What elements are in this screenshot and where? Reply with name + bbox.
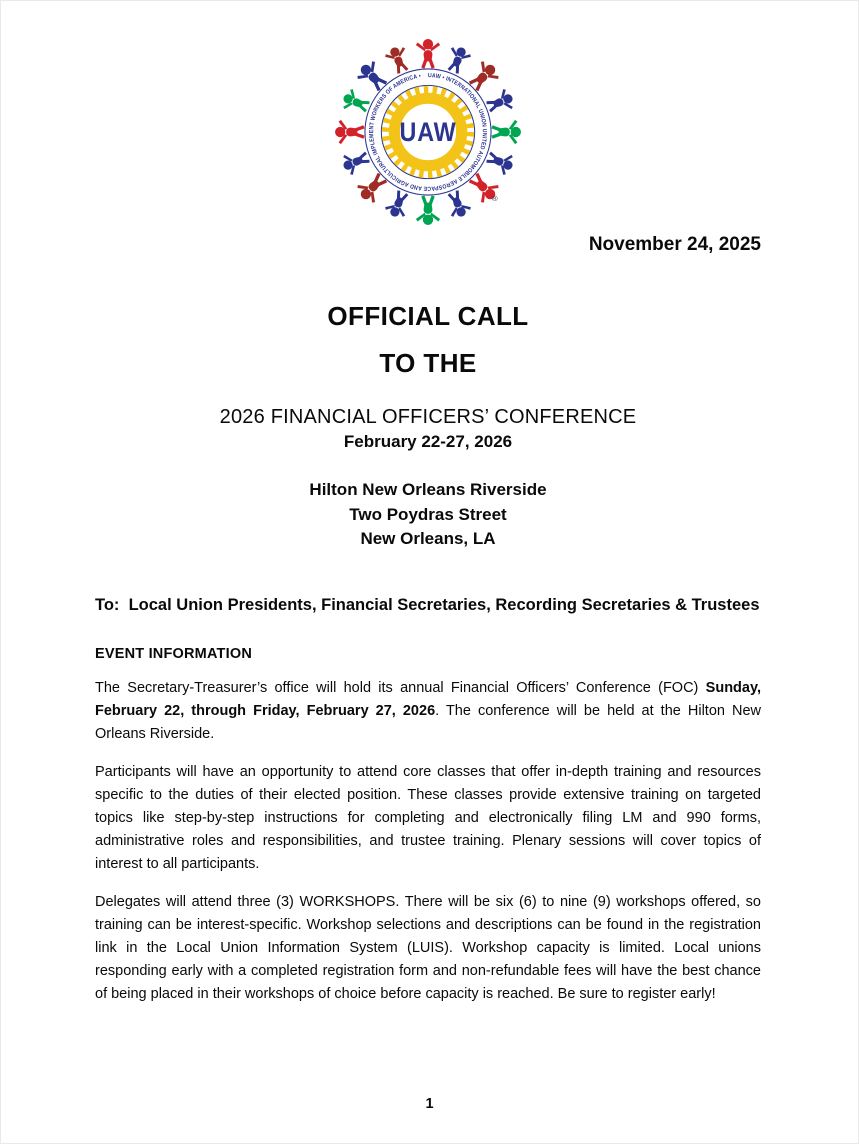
logo-person-figure	[383, 44, 413, 77]
paragraph-core-classes: Participants will have an opportunity to attend core classes that offer in-depth training and resources specific to the duties of their elected position. These classes provide extensive training on targeted topics like step-by-step instructions for completing and electronically filing LM and 990 forms, administrative roles and responsibilities, and trustee training. Plenary sessions will cover topics of interest to all participants.	[95, 763, 761, 872]
uaw-logo	[333, 37, 523, 227]
conference-dates: February 22-27, 2026	[343, 432, 513, 451]
logo-person-figure	[491, 120, 521, 144]
title-official-call: OFFICIAL CALL	[327, 301, 529, 331]
logo-uaw-text: UAW	[399, 117, 457, 148]
logo-person-figure	[484, 87, 517, 117]
logo-person-figure	[340, 87, 373, 117]
logo-person-figure	[416, 39, 440, 69]
logo-person-figure	[443, 44, 473, 77]
paragraph-text: The Secretary-Treasurer’s office will hold its annual Financial Officers’ Conference (FOC)	[95, 679, 706, 696]
paragraph-bold-dates: Sunday, February 22, through Friday, February 27, 2026	[95, 679, 761, 719]
logo-person-figure	[383, 188, 413, 221]
venue-city: New Orleans, LA	[360, 529, 496, 548]
registered-trademark-icon: ®	[491, 194, 498, 204]
paragraph-text: . The conference will be held at the Hilton New Orleans Riverside.	[95, 702, 761, 742]
document-date: November 24, 2025	[588, 234, 761, 255]
event-information-heading: EVENT INFORMATION	[95, 645, 252, 662]
logo-person-figure	[340, 147, 373, 177]
logo-person-figure	[335, 120, 365, 144]
logo-container	[95, 0, 761, 227]
paragraph-workshops: Delegates will attend three (3) WORKSHOPS. There will be six (6) to nine (9) workshops offered, so training can be interest-specific. Workshop selections and descriptions can be found in the registration link in the Local Union Information System (LUIS). Workshop capacity is limited. Local unions responding early with a completed registration form and non-refundable fees will have the best chance of being placed in their workshops of choice before capacity is reached. Be sure to register early!	[95, 893, 761, 1002]
logo-person-figure	[443, 188, 473, 221]
logo-ring-text: UAW • INTERNATIONAL UNION UNITED AUTOMOBILE AEROSPACE AND AGRICULTURAL IMPLEMENT WORKERS OF AMERICA •	[369, 73, 487, 191]
title-to-the: TO THE	[379, 348, 477, 378]
venue-street: Two Poydras Street	[349, 504, 507, 524]
conference-title: 2026 FINANCIAL OFFICERS’ CONFERENCE	[219, 406, 637, 428]
recipients-line: To: Local Union Presidents, Financial Secretaries, Recording Secretaries & Trustees	[95, 595, 760, 614]
venue-name: Hilton New Orleans Riverside	[309, 480, 547, 499]
logo-person-figure	[484, 147, 517, 177]
logo-person-figure	[416, 195, 440, 225]
page-number: 1	[425, 1096, 434, 1112]
venue-block	[95, 478, 761, 552]
paragraph-conference-overview	[95, 677, 761, 746]
